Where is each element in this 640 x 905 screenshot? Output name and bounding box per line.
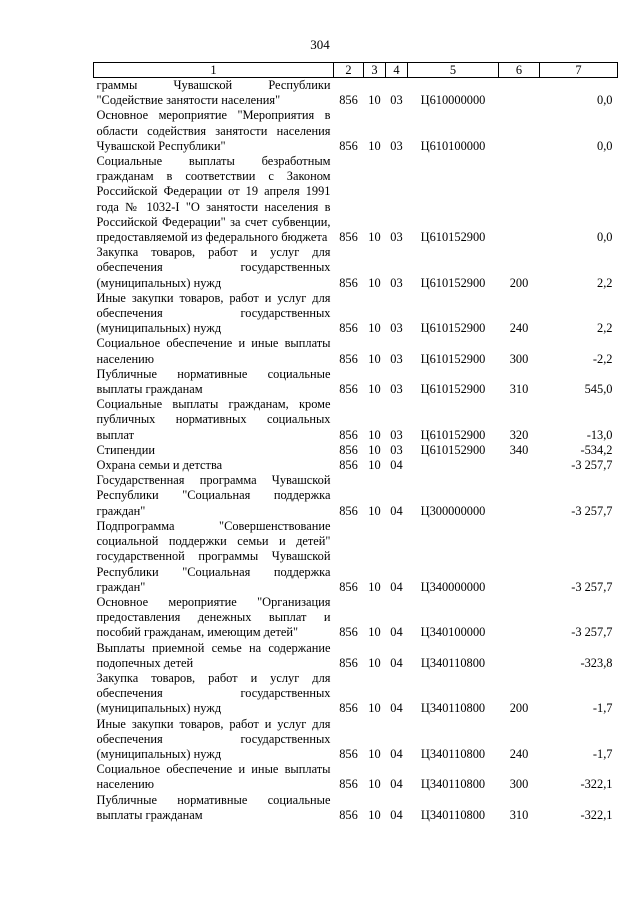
code-section-cell: 10: [368, 442, 381, 457]
code-target-article-cell: Ц610152900: [420, 351, 486, 366]
code-target-article-cell: Ц340110800: [420, 655, 486, 670]
row-name-cell: Закупка товаров, работ и услуг для обеспечения государственных (муниципальных) нужд: [96, 245, 331, 290]
row-name-cell: граммы Чувашской Республики "Содействие занятости населения": [96, 78, 331, 108]
code-target-article-cell: Ц300000000: [420, 503, 486, 518]
row-name-cell: Стипендии: [96, 442, 155, 457]
header-cell: 3: [364, 63, 386, 78]
table-row: [94, 78, 618, 109]
code-section-cell: 10: [368, 138, 381, 153]
table-row: [94, 519, 618, 595]
code-expense-type-cell: [499, 473, 540, 519]
amount-cell: 2,2: [597, 321, 613, 336]
row-name-cell: Государственная программа Чувашской Республики "Социальная поддержка граждан": [96, 473, 331, 518]
table-row: [94, 473, 618, 519]
code-section-cell: 10: [368, 321, 381, 336]
code-section-cell: 10: [368, 579, 381, 594]
table-row: [94, 762, 618, 792]
row-name-cell: Социальные выплаты безработным гражданам в соответствии с Законом Российской Федерации от 19 апреля 1991 года № 1032-I "О занятости населения в Российской Федерации" за счет субвенции, предоставляемой из федерального бюджета: [96, 154, 331, 245]
row-name-cell: Социальные выплаты гражданам, кроме публичных нормативных социальных выплат: [96, 397, 331, 442]
code-subsection-cell: 04: [390, 807, 403, 822]
code-subsection-cell: 04: [390, 503, 403, 518]
code-target-article-cell: Ц340110800: [420, 807, 486, 822]
code-expense-type-cell: 240: [509, 321, 529, 336]
code-expense-type-cell: 300: [509, 351, 529, 366]
amount-cell: -534,2: [580, 442, 613, 457]
code-subsection-cell: 03: [390, 230, 403, 245]
amount-cell: 545,0: [584, 382, 613, 397]
code-subsection-cell: 04: [390, 458, 403, 473]
code-expense-type-cell: 240: [509, 746, 529, 761]
code-subsection-cell: 04: [390, 701, 403, 716]
row-name-cell: Публичные нормативные социальные выплаты гражданам: [96, 792, 331, 822]
code-ministry-cell: 856: [339, 138, 358, 153]
table-row: [94, 245, 618, 291]
code-section-cell: 10: [368, 427, 381, 442]
code-section-cell: 10: [368, 382, 381, 397]
code-expense-type-cell: [499, 519, 540, 595]
code-expense-type-cell: [499, 595, 540, 641]
code-target-article-cell: Ц340100000: [420, 625, 486, 640]
code-expense-type-cell: [499, 78, 540, 109]
row-name-cell: Подпрограмма "Совершенствование социальной поддержки семьи и детей" государственной программы Чувашской Республики "Социальная поддержка граждан": [96, 518, 331, 594]
table-row: [94, 443, 618, 458]
code-section-cell: 10: [368, 458, 381, 473]
code-subsection-cell: 03: [390, 93, 403, 108]
code-ministry-cell: 856: [339, 807, 358, 822]
code-target-article-cell: [408, 458, 499, 473]
code-ministry-cell: 856: [339, 746, 358, 761]
code-target-article-cell: Ц610152900: [420, 321, 486, 336]
amount-cell: 0,0: [597, 138, 613, 153]
row-name-cell: Публичные нормативные социальные выплаты гражданам: [96, 366, 331, 397]
amount-cell: 0,0: [597, 93, 613, 108]
amount-cell: -1,7: [592, 701, 613, 716]
code-section-cell: 10: [368, 655, 381, 670]
code-target-article-cell: Ц340000000: [420, 579, 486, 594]
code-section-cell: 10: [368, 93, 381, 108]
amount-cell: -3 257,7: [571, 503, 613, 518]
row-name-cell: Основное мероприятие "Организация предоставления денежных выплат и пособий гражданам, имеющим детей": [96, 594, 331, 640]
code-target-article-cell: Ц340110800: [420, 746, 486, 761]
code-ministry-cell: 856: [339, 442, 358, 457]
code-ministry-cell: 856: [339, 701, 358, 716]
table-row: [94, 641, 618, 671]
table-row: [94, 108, 618, 154]
code-ministry-cell: 856: [339, 382, 358, 397]
code-subsection-cell: 03: [390, 321, 403, 336]
code-subsection-cell: 03: [390, 275, 403, 290]
code-section-cell: 10: [368, 746, 381, 761]
code-target-article-cell: Ц610152900: [420, 275, 486, 290]
row-name-cell: Социальное обеспечение и иные выплаты населению: [96, 762, 331, 792]
code-section-cell: 10: [368, 503, 381, 518]
code-subsection-cell: 04: [390, 579, 403, 594]
amount-cell: -13,0: [586, 427, 613, 442]
code-subsection-cell: 03: [390, 138, 403, 153]
code-subsection-cell: 03: [390, 427, 403, 442]
table-row: [94, 717, 618, 763]
table-header-row: [94, 63, 618, 78]
code-subsection-cell: 04: [390, 625, 403, 640]
code-subsection-cell: 03: [390, 442, 403, 457]
code-ministry-cell: 856: [339, 230, 358, 245]
code-ministry-cell: 856: [339, 93, 358, 108]
code-subsection-cell: 03: [390, 351, 403, 366]
code-ministry-cell: 856: [339, 579, 358, 594]
header-cell: 7: [540, 63, 618, 78]
table-body: [94, 78, 618, 823]
code-ministry-cell: 856: [339, 625, 358, 640]
amount-cell: -3 257,7: [571, 458, 613, 473]
code-ministry-cell: 856: [339, 655, 358, 670]
header-cell: 2: [334, 63, 364, 78]
amount-cell: 0,0: [597, 230, 613, 245]
page-number: 304: [310, 37, 330, 52]
row-name-cell: Иные закупки товаров, работ и услуг для обеспечения государственных (муниципальных) нужд: [96, 716, 331, 761]
code-ministry-cell: 856: [339, 503, 358, 518]
code-subsection-cell: 04: [390, 655, 403, 670]
table-row: [94, 367, 618, 397]
code-section-cell: 10: [368, 777, 381, 792]
code-subsection-cell: 04: [390, 777, 403, 792]
amount-cell: 2,2: [597, 275, 613, 290]
code-target-article-cell: Ц610152900: [420, 442, 486, 457]
code-target-article-cell: Ц610000000: [420, 93, 486, 108]
code-target-article-cell: Ц340110800: [420, 701, 486, 716]
header-cell: 6: [499, 63, 540, 78]
amount-cell: -322,1: [580, 807, 613, 822]
amount-cell: -2,2: [592, 351, 613, 366]
code-expense-type-cell: [499, 641, 540, 671]
code-expense-type-cell: [499, 458, 540, 473]
code-ministry-cell: 856: [339, 275, 358, 290]
code-section-cell: 10: [368, 625, 381, 640]
code-target-article-cell: Ц610100000: [420, 138, 486, 153]
table-row: [94, 595, 618, 641]
amount-cell: -322,1: [580, 777, 613, 792]
code-target-article-cell: Ц610152900: [420, 230, 486, 245]
code-expense-type-cell: 320: [509, 427, 529, 442]
amount-cell: -1,7: [592, 746, 613, 761]
code-ministry-cell: 856: [339, 427, 358, 442]
code-ministry-cell: 856: [339, 321, 358, 336]
code-subsection-cell: 03: [390, 382, 403, 397]
code-expense-type-cell: 310: [509, 807, 529, 822]
table-row: [94, 397, 618, 443]
row-name-cell: Закупка товаров, работ и услуг для обеспечения государственных (муниципальных) нужд: [96, 670, 331, 716]
code-section-cell: 10: [368, 807, 381, 822]
code-expense-type-cell: [499, 108, 540, 154]
header-cell: 5: [408, 63, 499, 78]
code-target-article-cell: Ц610152900: [420, 427, 486, 442]
code-subsection-cell: 04: [390, 746, 403, 761]
table-row: [94, 458, 618, 473]
code-ministry-cell: 856: [339, 777, 358, 792]
amount-cell: -323,8: [580, 655, 613, 670]
row-name-cell: Выплаты приемной семье на содержание подопечных детей: [96, 640, 331, 670]
table-row: [94, 793, 618, 823]
table-row: [94, 336, 618, 366]
table-row: [94, 154, 618, 245]
code-expense-type-cell: 340: [509, 442, 529, 457]
table-row: [94, 671, 618, 717]
header-cell: 4: [386, 63, 408, 78]
code-section-cell: 10: [368, 230, 381, 245]
amount-cell: -3 257,7: [571, 579, 613, 594]
code-target-article-cell: Ц610152900: [420, 382, 486, 397]
code-section-cell: 10: [368, 351, 381, 366]
row-name-cell: Охрана семьи и детства: [96, 458, 223, 473]
code-expense-type-cell: 200: [509, 275, 529, 290]
amount-cell: -3 257,7: [571, 625, 613, 640]
table-row: [94, 291, 618, 337]
code-expense-type-cell: 300: [509, 777, 529, 792]
code-expense-type-cell: 200: [509, 701, 529, 716]
row-name-cell: Основное мероприятие "Мероприятия в области содействия занятости населения Чувашской Республики": [96, 108, 331, 153]
code-expense-type-cell: [499, 154, 540, 245]
code-expense-type-cell: 310: [509, 382, 529, 397]
code-section-cell: 10: [368, 701, 381, 716]
row-name-cell: Иные закупки товаров, работ и услуг для обеспечения государственных (муниципальных) нужд: [96, 290, 331, 336]
code-section-cell: 10: [368, 275, 381, 290]
row-name-cell: Социальное обеспечение и иные выплаты населению: [96, 336, 331, 366]
code-target-article-cell: Ц340110800: [420, 777, 486, 792]
code-ministry-cell: 856: [339, 351, 358, 366]
header-cell: 1: [94, 63, 334, 78]
budget-table: [93, 62, 618, 823]
code-ministry-cell: 856: [339, 458, 358, 473]
